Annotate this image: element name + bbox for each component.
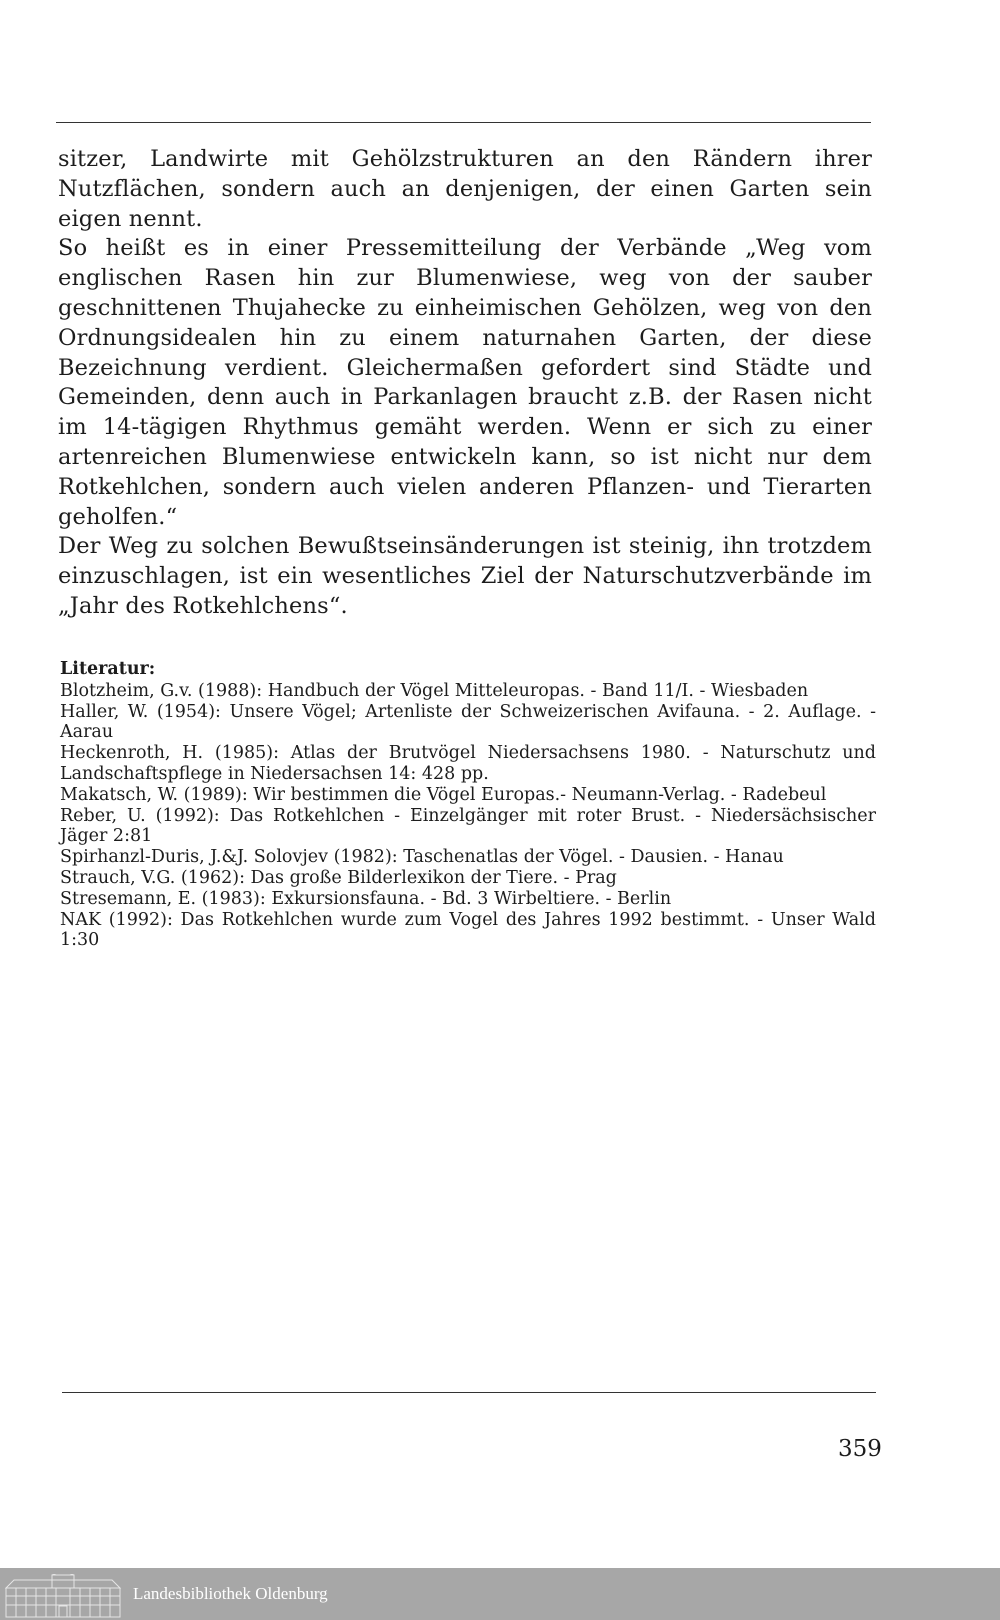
page-number: 359	[838, 1436, 882, 1462]
literature-entry: Makatsch, W. (1989): Wir bestimmen die Vögel Europas.- Neumann-Verlag. - Radebeul	[60, 784, 827, 805]
literature-entry: Spirhanzl-Duris, J.&J. Solovjev (1982): Taschenatlas der Vögel. - Dausien. - Hanau	[60, 847, 784, 868]
literature-entry: Heckenroth, H. (1985): Atlas der Brutvögel Niedersachsens 1980. - Naturschutz und Landschaftspflege in Niedersachsen 14: 428 pp.	[60, 743, 876, 784]
main-text	[58, 145, 872, 622]
literature-entry: Haller, W. (1954): Unsere Vögel; Artenliste der Schweizerischen Avifauna. - 2. Auflage. - Aarau	[60, 701, 876, 743]
top-rule	[56, 122, 871, 123]
literature-entry: Blotzheim, G.v. (1988): Handbuch der Vögel Mitteleuropas. - Band 11/I. - Wiesbaden	[60, 680, 809, 701]
paragraph: Der Weg zu solchen Bewußtseinsänderungen ist steinig, ihn trotzdem einzuschlagen, ist ein wesentliches Ziel der Naturschutzverbände im „Jahr des Rotkehlchens“.	[58, 533, 872, 619]
literature-heading: Literatur:	[60, 659, 156, 679]
paragraph: sitzer, Landwirte mit Gehölzstrukturen an den Rändern ihrer Nutzflächen, sondern auch an denjenigen, der einen Garten sein eigen nennt.	[58, 146, 872, 232]
library-name: Landesbibliothek Oldenburg	[133, 1584, 328, 1603]
literature-entry: Stresemann, E. (1983): Exkursionsfauna. - Bd. 3 Wirbeltiere. - Berlin	[60, 888, 672, 909]
literature-entry: NAK (1992): Das Rotkehlchen wurde zum Vogel des Jahres 1992 bestimmt. - Unser Wald 1:30	[60, 909, 876, 951]
literature-section	[60, 659, 876, 951]
library-footer-bar	[0, 1568, 1000, 1620]
bottom-rule	[62, 1392, 876, 1393]
paragraph: So heißt es in einer Pressemitteilung der Verbände „Weg vom englischen Rasen hin zur Blumenwiese, weg von der sauber geschnittenen Thujahecke zu einheimischen Gehölzen, weg von den Ordnungsidealen hin zu einem naturnahen Garten, der diese Bezeichnung verdient. Gleichermaßen gefordert sind Städte und Gemeinden, denn auch in Parkanlagen braucht z.B. der Rasen nicht im 14-tägigen Rhythmus gemäht werden. Wenn er sich zu einer artenreichen Blumenwiese entwickeln kann, so ist nicht nur dem Rotkehlchen, sondern auch vielen anderen Pflanzen- und Tierarten geholfen.“	[58, 235, 872, 530]
literature-entry: Reber, U. (1992): Das Rotkehlchen - Einzelgänger mit roter Brust. - Niedersächsischer Jäger 2:81	[60, 805, 876, 847]
library-building-icon	[4, 1574, 122, 1618]
literature-entry: Strauch, V.G. (1962): Das große Bilderlexikon der Tiere. - Prag	[60, 867, 617, 888]
